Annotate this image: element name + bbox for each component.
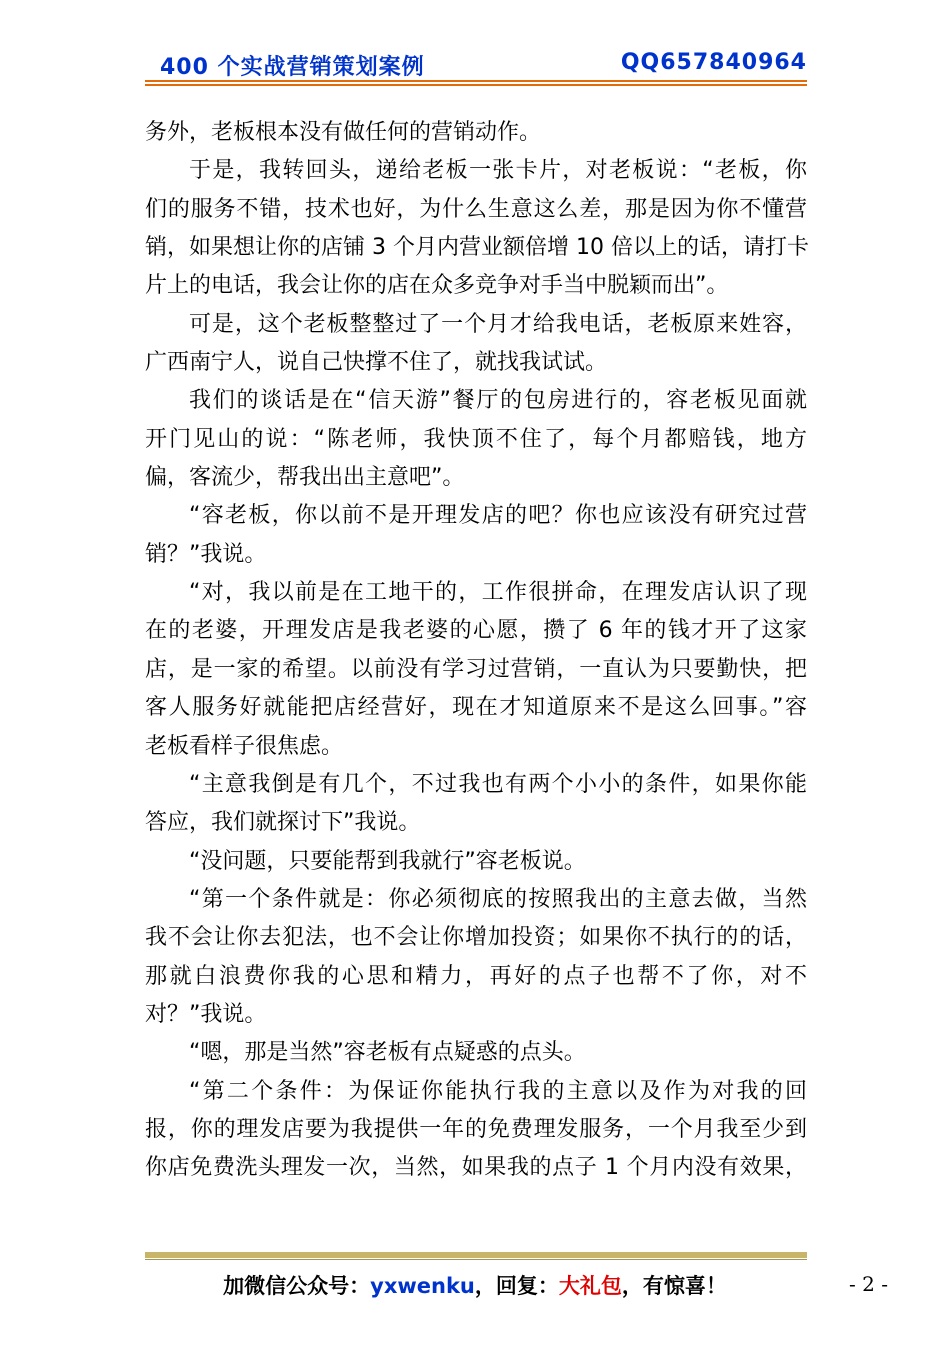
paragraph-line: 在的老婆，开理发店是我老婆的心愿，攒了 6 年的钱才开了这家 <box>145 618 807 644</box>
paragraph-line: 店，是一家的希望。以前没有学习过营销，一直认为只要勤快，把 <box>145 656 807 682</box>
paragraph-line: 客人服务好就能把店经营好，现在才知道原来不是这么回事。”容 <box>145 695 807 721</box>
header-title: 400 个实战营销策划案例 <box>160 55 425 80</box>
footer-account: yxwenku <box>370 1274 475 1298</box>
paragraph-line: 广西南宁人，说自己快撑不住了，就找我试试。 <box>145 350 608 376</box>
paragraph-line: 开门见山的说：“陈老师，我快顶不住了，每个月都赔钱，地方 <box>145 426 807 452</box>
paragraph-line: 对？”我说。 <box>145 1001 267 1027</box>
paragraph-line: 那就白浪费你我的心思和精力，再好的点子也帮不了你，对不 <box>145 963 807 989</box>
header-divider-secondary <box>145 84 807 86</box>
paragraph-line: 答应，我们就探讨下”我说。 <box>145 810 421 836</box>
paragraph-line: 你店免费洗头理发一次，当然，如果我的点子 1 个月内没有效果， <box>145 1155 807 1181</box>
paragraph-line: 可是，这个老板整整过了一个月才给我电话，老板原来姓容， <box>189 311 807 337</box>
paragraph-line: “嗯，那是当然”容老板有点疑惑的点头。 <box>189 1040 586 1066</box>
paragraph-line: 片上的电话，我会让你的店在众多竞争对手当中脱颖而出”。 <box>145 273 729 299</box>
header-divider <box>145 80 807 82</box>
paragraph-line: 务外，老板根本没有做任何的营销动作。 <box>145 120 542 145</box>
paragraph-line: 们的服务不错，技术也好，为什么生意这么差，那是因为你不懂营 <box>145 196 807 222</box>
paragraph-line: “第二个条件：为保证你能执行我的主意以及作为对我的回 <box>189 1078 807 1104</box>
document-body <box>145 114 807 1188</box>
footer-divider-thin <box>145 1259 807 1260</box>
footer-suffix: ，有惊喜！ <box>621 1274 727 1298</box>
paragraph-line: “对，我以前是在工地干的，工作很拼命，在理发店认识了现 <box>189 580 807 606</box>
paragraph-line: 我不会让你去犯法，也不会让你增加投资；如果你不执行的的话， <box>145 925 807 951</box>
footer-divider <box>145 1252 807 1258</box>
paragraph-line: “没问题，只要能帮到我就行”容老板说。 <box>189 848 586 874</box>
footer-keyword: 大礼包 <box>558 1274 622 1298</box>
paragraph-line: 销？”我说。 <box>145 541 267 567</box>
paragraph-line: 销，如果想让你的店铺 3 个月内营业额倍增 10 倍以上的话，请打卡 <box>145 235 809 261</box>
paragraph-line: 老板看样子很焦虑。 <box>145 733 344 759</box>
page-number: - 2 - <box>849 1272 888 1296</box>
footer-promo <box>0 1270 950 1300</box>
header-contact: QQ657840964 <box>620 50 807 75</box>
paragraph-line: 于是，我转回头，递给老板一张卡片，对老板说：“老板，你 <box>189 158 807 184</box>
paragraph-line: 我们的谈话是在“信天游”餐厅的包房进行的，容老板见面就 <box>189 388 807 414</box>
paragraph-line: 偏，客流少，帮我出出主意吧”。 <box>145 465 465 491</box>
footer-prefix: 加微信公众号： <box>223 1274 371 1298</box>
paragraph-line: “主意我倒是有几个，不过我也有两个小小的条件，如果你能 <box>189 771 807 797</box>
footer-middle: ，回复： <box>474 1274 559 1298</box>
paragraph-line: 报，你的理发店要为我提供一年的免费理发服务，一个月我至少到 <box>145 1116 807 1142</box>
paragraph-line: “第一个条件就是：你必须彻底的按照我出的主意去做，当然 <box>189 886 807 912</box>
paragraph-line: “容老板，你以前不是开理发店的吧？你也应该没有研究过营 <box>189 503 807 529</box>
